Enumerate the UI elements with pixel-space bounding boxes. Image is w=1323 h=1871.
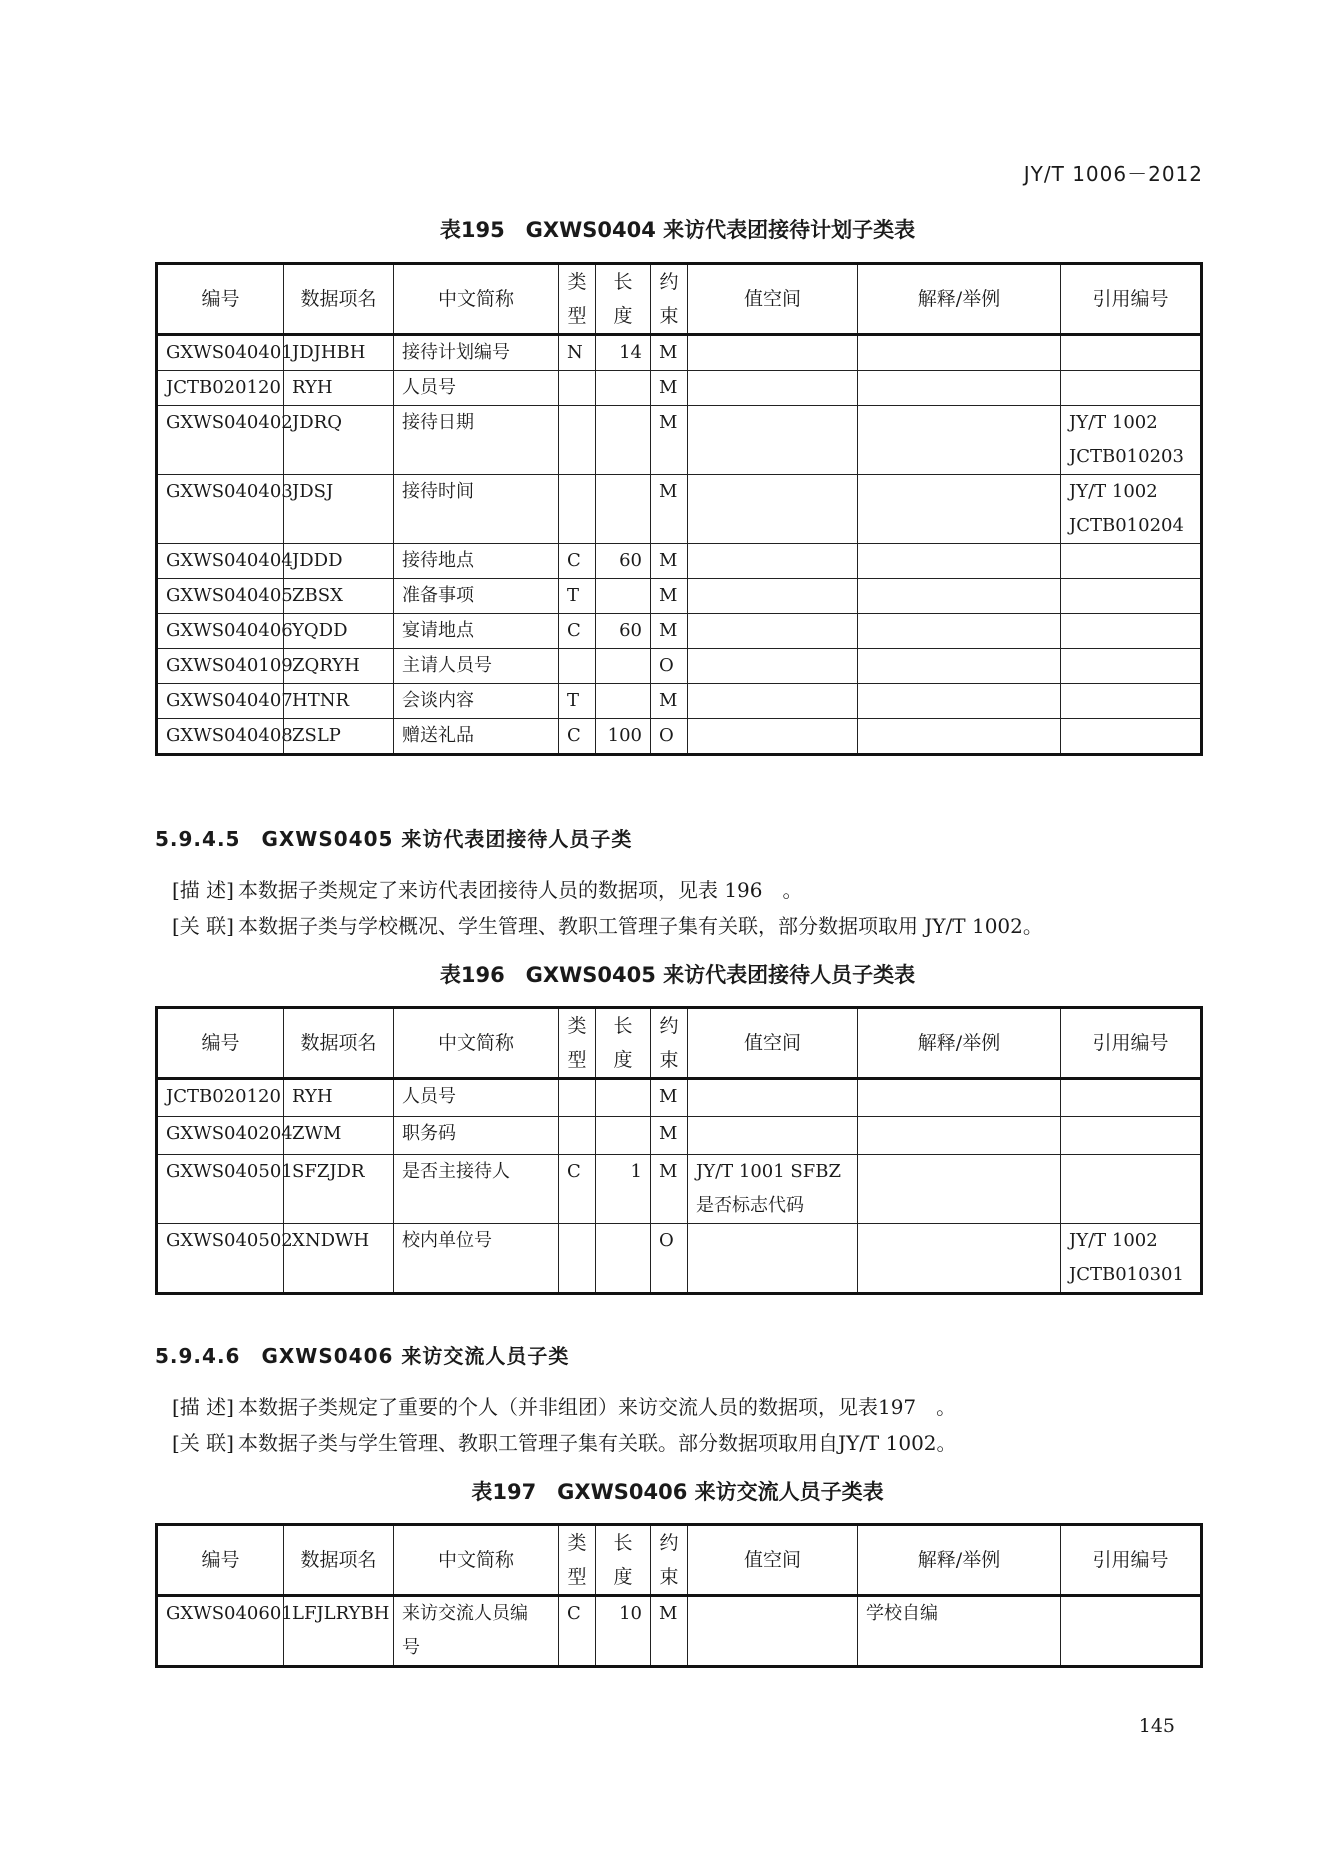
cell-name: YQDD xyxy=(284,614,394,649)
cell-cn: 接待地点 xyxy=(394,544,559,579)
cell-desc xyxy=(858,475,1061,544)
col-cn-header: 中文简称 xyxy=(394,1008,559,1079)
cell-range xyxy=(688,719,858,755)
col-range-header: 值空间 xyxy=(688,1008,858,1079)
col-id-header: 编号 xyxy=(157,264,284,335)
table-196 xyxy=(155,1006,1203,1295)
section-5946-description: [描 述] 本数据子类规定了重要的个人（并非组团）来访交流人员的数据项，见表197 。 xyxy=(172,1395,957,1419)
col-type-header: 类 型 xyxy=(559,1525,596,1596)
cell-cn: 主请人员号 xyxy=(394,649,559,684)
cell-cn: 会谈内容 xyxy=(394,684,559,719)
cell-name: ZSLP xyxy=(284,719,394,755)
cell-length: 1 xyxy=(596,1155,651,1224)
cell-ref xyxy=(1061,1155,1202,1224)
col-range-header: 值空间 xyxy=(688,1525,858,1596)
col-length-header: 长 度 xyxy=(596,1008,651,1079)
cell-id: JCTB020120 xyxy=(157,371,284,406)
col-cn-header: 中文简称 xyxy=(394,1525,559,1596)
cell-desc xyxy=(858,614,1061,649)
cell-name: SFZJDR xyxy=(284,1155,394,1224)
cell-name: JDJHBH xyxy=(284,335,394,371)
cell-type xyxy=(559,1079,596,1117)
cell-ref xyxy=(1061,335,1202,371)
cell-range xyxy=(688,544,858,579)
table-row xyxy=(157,1224,1202,1294)
cell-id: GXWS040502 xyxy=(157,1224,284,1294)
cell-cn: 接待时间 xyxy=(394,475,559,544)
cell-cn: 宴请地点 xyxy=(394,614,559,649)
cell-range xyxy=(688,649,858,684)
cell-length xyxy=(596,579,651,614)
cell-type xyxy=(559,406,596,475)
table-row xyxy=(157,335,1202,371)
col-desc-header: 解释/举例 xyxy=(858,264,1061,335)
cell-constraint: M xyxy=(651,475,688,544)
cell-type: T xyxy=(559,579,596,614)
col-id-header: 编号 xyxy=(157,1008,284,1079)
cell-type: C xyxy=(559,719,596,755)
cell-constraint: M xyxy=(651,614,688,649)
cell-type: C xyxy=(559,544,596,579)
cell-constraint: M xyxy=(651,335,688,371)
cell-type xyxy=(559,1117,596,1155)
col-desc-header: 解释/举例 xyxy=(858,1525,1061,1596)
cell-type: C xyxy=(559,614,596,649)
page-number: 145 xyxy=(1138,1715,1175,1737)
cell-ref: JY/T 1002 JCTB010204 xyxy=(1061,475,1202,544)
cell-name: ZWM xyxy=(284,1117,394,1155)
cell-desc xyxy=(858,1117,1061,1155)
cell-name: JDDD xyxy=(284,544,394,579)
cell-desc xyxy=(858,1079,1061,1117)
col-constraint-header: 约 束 xyxy=(651,1008,688,1079)
table-row xyxy=(157,544,1202,579)
col-ref-header: 引用编号 xyxy=(1061,1525,1202,1596)
section-5946-relation: [关 联] 本数据子类与学生管理、教职工管理子集有关联。部分数据项取用自JY/T 1002。 xyxy=(172,1431,957,1455)
col-name-header: 数据项名 xyxy=(284,1008,394,1079)
section-5946-heading: 5.9.4.6 GXWS0406 来访交流人员子类 xyxy=(155,1344,570,1368)
cell-id: JCTB020120 xyxy=(157,1079,284,1117)
cell-range xyxy=(688,1596,858,1667)
table-row xyxy=(157,475,1202,544)
col-constraint-header: 约 束 xyxy=(651,264,688,335)
cell-id: GXWS040204 xyxy=(157,1117,284,1155)
cell-constraint: O xyxy=(651,1224,688,1294)
table-row xyxy=(157,719,1202,755)
cell-type: C xyxy=(559,1596,596,1667)
cell-cn: 接待计划编号 xyxy=(394,335,559,371)
cell-cn: 校内单位号 xyxy=(394,1224,559,1294)
standard-code: JY/T 1006－2012 xyxy=(1023,162,1203,186)
cell-range xyxy=(688,1224,858,1294)
cell-desc xyxy=(858,1155,1061,1224)
col-range-header: 值空间 xyxy=(688,264,858,335)
cell-length: 100 xyxy=(596,719,651,755)
cell-id: GXWS040403 xyxy=(157,475,284,544)
cell-length xyxy=(596,1117,651,1155)
section-5945-relation: [关 联] 本数据子类与学校概况、学生管理、教职工管理子集有关联，部分数据项取用 JY/T 1002。 xyxy=(172,914,1043,938)
cell-id: GXWS040501 xyxy=(157,1155,284,1224)
cell-desc xyxy=(858,1224,1061,1294)
table-header-row xyxy=(157,264,1202,335)
cell-length xyxy=(596,371,651,406)
cell-ref xyxy=(1061,614,1202,649)
cell-ref: JY/T 1002 JCTB010301 xyxy=(1061,1224,1202,1294)
cell-range xyxy=(688,1079,858,1117)
cell-range xyxy=(688,1117,858,1155)
cell-range xyxy=(688,579,858,614)
cell-length xyxy=(596,1224,651,1294)
table-row xyxy=(157,1117,1202,1155)
cell-name: JDSJ xyxy=(284,475,394,544)
cell-id: GXWS040401 xyxy=(157,335,284,371)
cell-constraint: M xyxy=(651,579,688,614)
col-cn-header: 中文简称 xyxy=(394,264,559,335)
cell-cn: 赠送礼品 xyxy=(394,719,559,755)
cell-type: T xyxy=(559,684,596,719)
cell-type: N xyxy=(559,335,596,371)
cell-ref xyxy=(1061,649,1202,684)
cell-desc xyxy=(858,684,1061,719)
col-id-header: 编号 xyxy=(157,1525,284,1596)
cell-id: GXWS040408 xyxy=(157,719,284,755)
cell-cn: 来访交流人员编 号 xyxy=(394,1596,559,1667)
cell-desc xyxy=(858,371,1061,406)
cell-name: RYH xyxy=(284,371,394,406)
table-197 xyxy=(155,1523,1203,1668)
cell-range xyxy=(688,614,858,649)
cell-ref xyxy=(1061,719,1202,755)
cell-length xyxy=(596,475,651,544)
cell-constraint: M xyxy=(651,1117,688,1155)
table-row xyxy=(157,649,1202,684)
table-row xyxy=(157,614,1202,649)
cell-type xyxy=(559,649,596,684)
cell-ref xyxy=(1061,1117,1202,1155)
cell-cn: 职务码 xyxy=(394,1117,559,1155)
table-row xyxy=(157,406,1202,475)
table-row xyxy=(157,371,1202,406)
cell-cn: 接待日期 xyxy=(394,406,559,475)
cell-desc xyxy=(858,406,1061,475)
table-197-caption: 表197 GXWS0406 来访交流人员子类表 xyxy=(471,1480,884,1504)
cell-length: 14 xyxy=(596,335,651,371)
cell-id: GXWS040406 xyxy=(157,614,284,649)
col-constraint-header: 约 束 xyxy=(651,1525,688,1596)
col-desc-header: 解释/举例 xyxy=(858,1008,1061,1079)
cell-id: GXWS040404 xyxy=(157,544,284,579)
col-name-header: 数据项名 xyxy=(284,1525,394,1596)
cell-constraint: M xyxy=(651,684,688,719)
cell-type: C xyxy=(559,1155,596,1224)
section-5945-description: [描 述] 本数据子类规定了来访代表团接待人员的数据项，见表 196 。 xyxy=(172,878,803,902)
cell-name: XNDWH xyxy=(284,1224,394,1294)
col-type-header: 类 型 xyxy=(559,1008,596,1079)
cell-constraint: M xyxy=(651,406,688,475)
cell-constraint: O xyxy=(651,649,688,684)
col-ref-header: 引用编号 xyxy=(1061,264,1202,335)
cell-type xyxy=(559,371,596,406)
cell-length: 10 xyxy=(596,1596,651,1667)
table-196-caption: 表196 GXWS0405 来访代表团接待人员子类表 xyxy=(439,963,916,987)
cell-desc xyxy=(858,335,1061,371)
cell-range: JY/T 1001 SFBZ 是否标志代码 xyxy=(688,1155,858,1224)
col-length-header: 长 度 xyxy=(596,1525,651,1596)
cell-name: ZQRYH xyxy=(284,649,394,684)
cell-length xyxy=(596,406,651,475)
cell-ref xyxy=(1061,544,1202,579)
table-header-row xyxy=(157,1008,1202,1079)
cell-id: GXWS040109 xyxy=(157,649,284,684)
cell-id: GXWS040601 xyxy=(157,1596,284,1667)
cell-desc xyxy=(858,544,1061,579)
cell-type xyxy=(559,475,596,544)
table-row xyxy=(157,684,1202,719)
cell-id: GXWS040405 xyxy=(157,579,284,614)
cell-constraint: M xyxy=(651,1079,688,1117)
cell-desc: 学校自编 xyxy=(858,1596,1061,1667)
cell-ref xyxy=(1061,1596,1202,1667)
cell-range xyxy=(688,684,858,719)
cell-desc xyxy=(858,719,1061,755)
cell-desc xyxy=(858,649,1061,684)
cell-constraint: M xyxy=(651,544,688,579)
col-name-header: 数据项名 xyxy=(284,264,394,335)
section-5945-heading: 5.9.4.5 GXWS0405 来访代表团接待人员子类 xyxy=(155,827,633,851)
table-header-row xyxy=(157,1525,1202,1596)
col-length-header: 长 度 xyxy=(596,264,651,335)
cell-range xyxy=(688,335,858,371)
cell-name: ZBSX xyxy=(284,579,394,614)
cell-range xyxy=(688,475,858,544)
cell-range xyxy=(688,406,858,475)
cell-desc xyxy=(858,579,1061,614)
cell-cn: 人员号 xyxy=(394,371,559,406)
cell-name: HTNR xyxy=(284,684,394,719)
table-195 xyxy=(155,262,1203,756)
cell-ref xyxy=(1061,371,1202,406)
table-row xyxy=(157,1596,1202,1667)
table-row xyxy=(157,1155,1202,1224)
cell-cn: 准备事项 xyxy=(394,579,559,614)
cell-length xyxy=(596,649,651,684)
cell-ref: JY/T 1002 JCTB010203 xyxy=(1061,406,1202,475)
cell-ref xyxy=(1061,579,1202,614)
cell-ref xyxy=(1061,1079,1202,1117)
table-row xyxy=(157,1079,1202,1117)
cell-name: LFJLRYBH xyxy=(284,1596,394,1667)
cell-id: GXWS040402 xyxy=(157,406,284,475)
cell-length: 60 xyxy=(596,614,651,649)
cell-cn: 人员号 xyxy=(394,1079,559,1117)
cell-cn: 是否主接待人 xyxy=(394,1155,559,1224)
cell-name: JDRQ xyxy=(284,406,394,475)
cell-constraint: M xyxy=(651,371,688,406)
table-row xyxy=(157,579,1202,614)
cell-constraint: O xyxy=(651,719,688,755)
cell-id: GXWS040407 xyxy=(157,684,284,719)
cell-type xyxy=(559,1224,596,1294)
cell-length xyxy=(596,1079,651,1117)
cell-constraint: M xyxy=(651,1596,688,1667)
cell-length: 60 xyxy=(596,544,651,579)
table-195-caption: 表195 GXWS0404 来访代表团接待计划子类表 xyxy=(439,218,916,242)
cell-ref xyxy=(1061,684,1202,719)
cell-range xyxy=(688,371,858,406)
col-ref-header: 引用编号 xyxy=(1061,1008,1202,1079)
cell-name: RYH xyxy=(284,1079,394,1117)
col-type-header: 类 型 xyxy=(559,264,596,335)
cell-constraint: M xyxy=(651,1155,688,1224)
cell-length xyxy=(596,684,651,719)
